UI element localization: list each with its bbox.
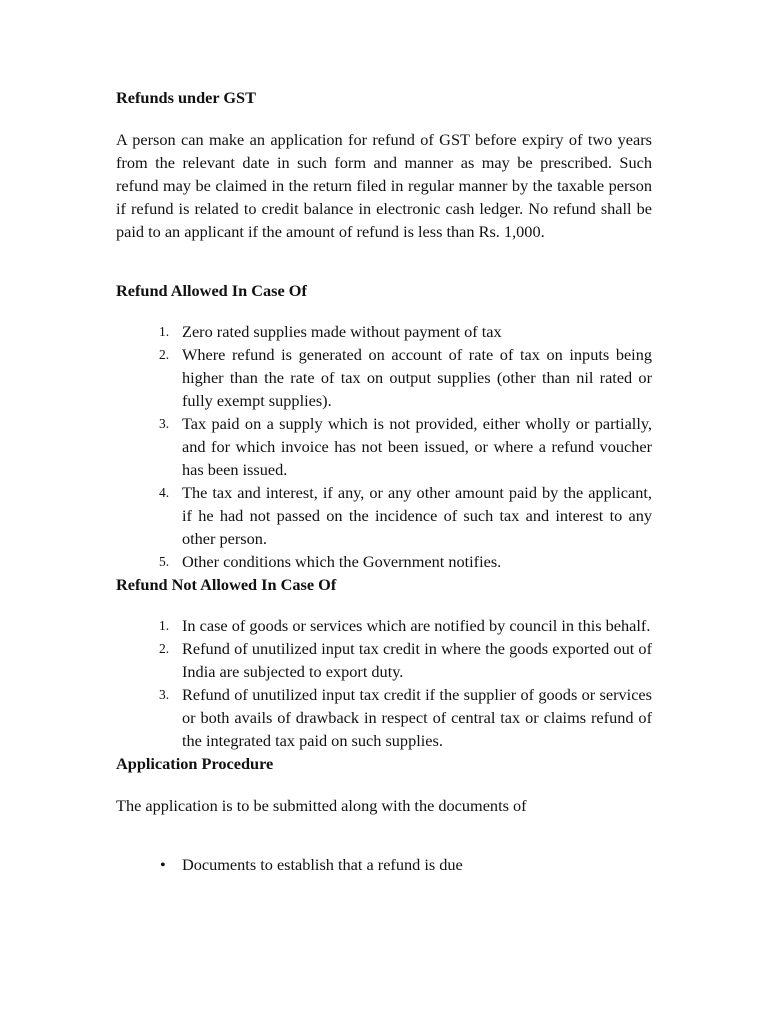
list-item: [116, 481, 652, 550]
procedure-heading: Application Procedure: [116, 754, 274, 773]
procedure-intro: The application is to be submitted along with the documents of: [116, 796, 527, 815]
list-item: [116, 637, 652, 683]
document-title: Refunds under GST: [116, 88, 256, 107]
list-item: [116, 683, 652, 752]
list-item-text: Documents to establish that a refund is due: [182, 855, 463, 874]
list-item-text: Refund of unutilized input tax credit if the supplier of goods or services or both avails of drawback in respect of central tax or claims refund of the integrated tax paid on such supplies.: [182, 685, 652, 750]
allowed-list: [116, 320, 652, 573]
not-allowed-list: [116, 614, 652, 752]
list-item: [116, 853, 652, 876]
list-item: [116, 412, 652, 481]
bullet-marker: •: [160, 855, 166, 874]
list-number: 3.: [159, 416, 170, 431]
list-item: [116, 550, 652, 573]
list-item-text: Refund of unutilized input tax credit in where the goods exported out of India are subjected to export duty.: [182, 639, 652, 681]
list-item-text: Where refund is generated on account of rate of tax on inputs being higher than the rate of tax on output supplies (other than nil rated or fully exempt supplies).: [182, 345, 652, 410]
list-item-text: The tax and interest, if any, or any other amount paid by the applicant, if he had not passed on the incidence of such tax and interest to any other person.: [182, 483, 652, 548]
not-allowed-heading: Refund Not Allowed In Case Of: [116, 575, 337, 594]
list-item: [116, 320, 652, 343]
document-body: [116, 86, 652, 876]
list-number: 3.: [159, 687, 170, 702]
list-item: [116, 343, 652, 412]
list-item: [116, 614, 652, 637]
list-item-text: In case of goods or services which are notified by council in this behalf.: [182, 616, 651, 635]
list-number: 2.: [159, 641, 170, 656]
list-number: 1.: [159, 618, 170, 633]
intro-paragraph: A person can make an application for refund of GST before expiry of two years from the relevant date in such form and manner as may be prescribed. Such refund may be claimed in the return filed in regular manner by the taxable person if refund is related to credit balance in electronic cash ledger. No refund shall be paid to an applicant if the amount of refund is less than Rs. 1,000.: [116, 130, 652, 241]
list-item-text: Zero rated supplies made without payment of tax: [182, 322, 502, 341]
documents-bullet-list: [116, 853, 652, 876]
list-number: 4.: [159, 485, 170, 500]
list-number: 2.: [159, 347, 170, 362]
list-number: 1.: [159, 324, 170, 339]
list-item-text: Tax paid on a supply which is not provided, either wholly or partially, and for which invoice has not been issued, or where a refund voucher has been issued.: [182, 414, 652, 479]
list-item-text: Other conditions which the Government notifies.: [182, 552, 502, 571]
allowed-heading: Refund Allowed In Case Of: [116, 281, 307, 300]
list-number: 5.: [159, 554, 170, 569]
